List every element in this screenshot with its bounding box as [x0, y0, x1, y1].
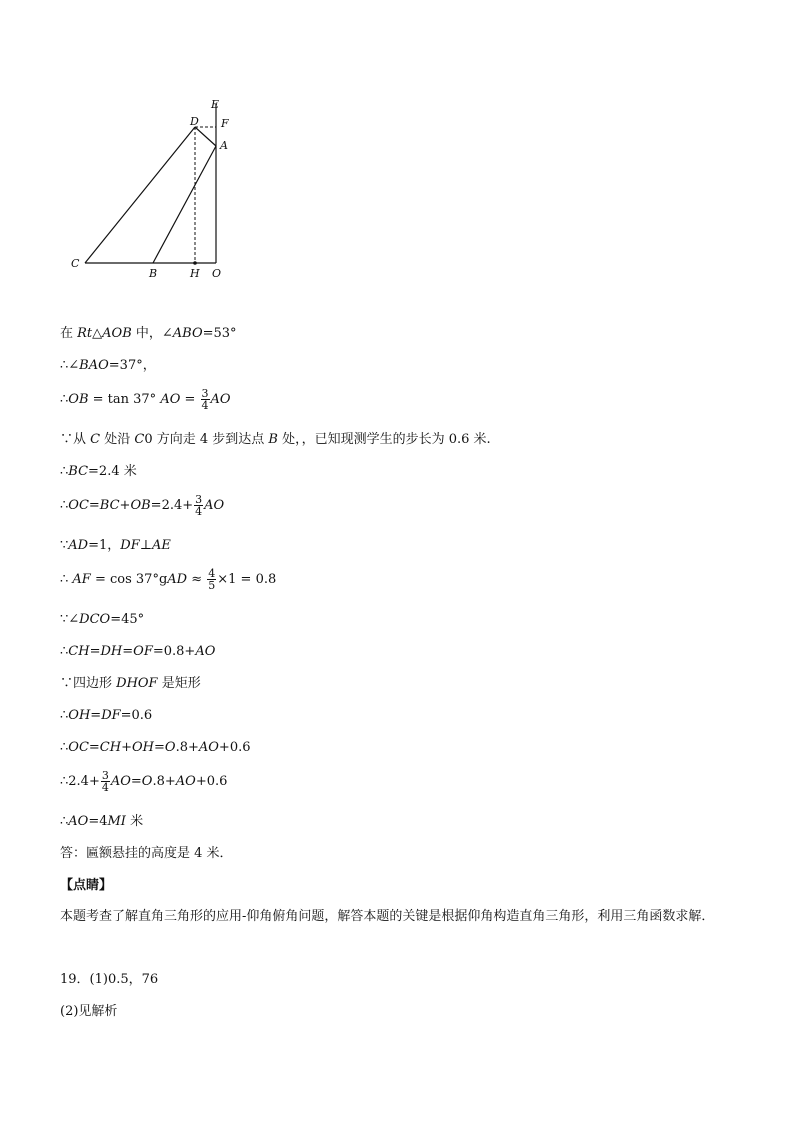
text: ≈	[187, 572, 207, 587]
dianjing-heading	[60, 878, 112, 894]
math: AO	[195, 644, 216, 659]
text: =53°	[202, 326, 237, 341]
math: BC	[99, 498, 120, 513]
math: OB	[68, 392, 89, 407]
text: =2.4 米	[88, 464, 137, 479]
text: =45°	[110, 612, 145, 627]
math: AO	[175, 774, 196, 789]
text: 0 方向走 4 步到达点	[144, 432, 269, 447]
math: ∠BAO	[68, 358, 109, 373]
math: AO	[68, 814, 89, 829]
math: C	[134, 432, 145, 447]
math: ∠ABO	[161, 326, 203, 341]
math: AO	[160, 392, 181, 407]
text: =	[88, 498, 100, 513]
math: DHOF	[116, 676, 158, 691]
commentary-text: 本题考查了解直角三角形的应用-仰角俯角问题，解答本题的关键是根据仰角构造直角三角形，利用三角函数求解．	[60, 909, 715, 924]
commentary-paragraph	[60, 904, 734, 930]
math: AE	[151, 538, 171, 553]
text: =	[130, 774, 142, 789]
math: O	[141, 774, 153, 789]
denominator: 4	[101, 781, 109, 794]
fraction	[201, 388, 210, 411]
line-1	[60, 326, 237, 342]
math: Rt△AOB	[77, 326, 132, 341]
math: CH	[99, 740, 122, 755]
text: ∵	[60, 538, 69, 553]
math: AO	[204, 498, 225, 513]
text: ∴	[60, 644, 69, 659]
math: BC	[68, 464, 89, 479]
line-5	[60, 464, 137, 480]
question-19-part-2	[60, 1004, 117, 1020]
math: CH	[68, 644, 90, 659]
line-2	[60, 358, 156, 374]
text: = cos 37°g	[90, 572, 168, 587]
label-D: D	[190, 115, 199, 128]
denominator: 4	[201, 399, 209, 412]
line-9	[60, 612, 144, 628]
line-8	[60, 568, 276, 591]
math: OC	[68, 498, 89, 513]
fraction	[207, 568, 216, 591]
fraction	[194, 494, 203, 517]
numerator: 4	[208, 567, 216, 580]
math: AO	[198, 740, 219, 755]
math: O	[164, 740, 176, 755]
text: =0.6	[120, 708, 153, 723]
label-B: B	[149, 267, 158, 280]
text: ∴2.4+	[60, 774, 100, 789]
text: ∵从	[60, 432, 91, 447]
line-15	[60, 814, 143, 830]
math: B	[268, 432, 278, 447]
math: DF	[120, 538, 140, 553]
denominator: 4	[195, 505, 203, 518]
text: =4	[88, 814, 108, 829]
text: ∴	[60, 498, 69, 513]
text: +0.6	[218, 740, 251, 755]
text: 是矩形	[157, 676, 201, 691]
segment-DA	[195, 127, 216, 146]
segment-BA	[153, 146, 216, 263]
math: DF	[101, 708, 121, 723]
text: ∴	[60, 464, 69, 479]
label-F: F	[221, 117, 229, 130]
point-H-dot	[193, 261, 197, 265]
text: =	[90, 708, 102, 723]
line-6	[60, 494, 224, 517]
text: +0.6	[195, 774, 228, 789]
math: OB	[130, 498, 151, 513]
text: 处，，已知现测学生的步长为 0.6 米.	[277, 432, 491, 447]
fraction	[101, 770, 110, 793]
math: AF	[72, 572, 91, 587]
text: ×1 = 0.8	[217, 572, 277, 587]
text: ∴	[60, 358, 69, 373]
math: AO	[210, 392, 231, 407]
answer-text: 答：匾额悬挂的高度是 4 米．	[60, 846, 233, 861]
math: ∠DCO	[68, 612, 111, 627]
numerator: 3	[195, 493, 203, 506]
text: 中，	[131, 326, 162, 341]
text: ⊥	[139, 538, 152, 553]
math: OH	[68, 708, 91, 723]
numerator: 3	[101, 769, 109, 782]
text: =	[180, 392, 200, 407]
text: =	[122, 644, 134, 659]
numerator: 3	[201, 387, 209, 400]
line-7	[60, 538, 171, 554]
line-3	[60, 388, 231, 411]
line-11	[60, 676, 201, 692]
text: 处沿	[100, 432, 135, 447]
text: ∴	[60, 740, 69, 755]
text: .8+	[152, 774, 176, 789]
line-14	[60, 770, 227, 793]
text: .8+	[175, 740, 199, 755]
text: +	[121, 740, 132, 755]
answer-text: (2)见解析	[60, 1004, 118, 1019]
line-12	[60, 708, 152, 724]
math: AO	[110, 774, 131, 789]
text: ∴	[60, 708, 69, 723]
answer-line	[60, 846, 233, 862]
text: =	[154, 740, 165, 755]
segment-CD	[85, 127, 195, 263]
heading-text: 【点睛】	[60, 878, 113, 893]
line-10	[60, 644, 215, 660]
text: +	[119, 498, 131, 513]
math: C	[90, 432, 101, 447]
answer-text: 19．(1)0.5，76	[60, 972, 159, 987]
label-O: O	[212, 267, 222, 280]
label-H: H	[190, 267, 200, 280]
text: = tan 37°	[88, 392, 161, 407]
text: ∴	[60, 392, 69, 407]
text: =0.8+	[152, 644, 196, 659]
text: ∵	[60, 612, 69, 627]
text: 在	[60, 326, 78, 341]
geometry-figure	[60, 90, 260, 290]
denominator: 5	[208, 579, 216, 592]
line-4	[60, 432, 491, 448]
text: 米	[125, 814, 144, 829]
text: =2.4+	[150, 498, 194, 513]
math: AD	[68, 538, 89, 553]
question-19-answer	[60, 972, 158, 988]
label-E: E	[211, 98, 220, 111]
text: =	[88, 740, 100, 755]
math: OC	[68, 740, 89, 755]
text: ∴	[60, 572, 73, 587]
text: =1，	[88, 538, 121, 553]
label-A: A	[220, 139, 228, 152]
text: =	[89, 644, 101, 659]
math: OH	[132, 740, 154, 755]
text: =37°，	[108, 358, 156, 373]
math: OF	[133, 644, 153, 659]
math: MI	[107, 814, 126, 829]
text: ∵四边形	[60, 676, 117, 691]
label-C: C	[71, 257, 80, 270]
line-13	[60, 740, 251, 756]
math: DH	[100, 644, 123, 659]
text: ∴	[60, 814, 69, 829]
math: AD	[167, 572, 188, 587]
